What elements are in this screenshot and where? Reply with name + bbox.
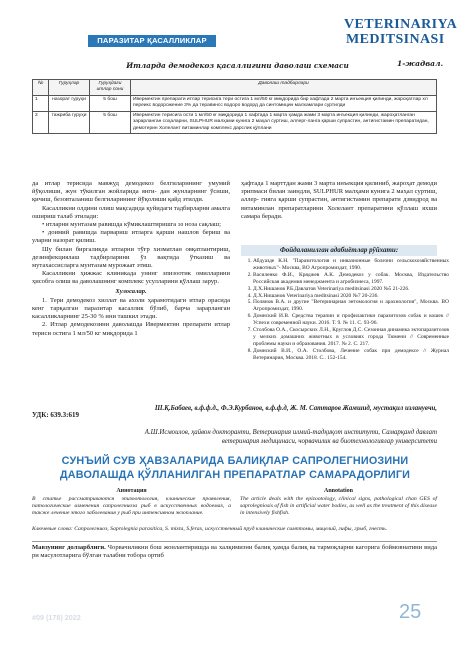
paragraph: Касалликни ҳижжас клиникада унинг эпизоотик омилларини ҳисобга олиш ва даволашнинг комплекс усулларини қўллаш зарур. <box>32 270 230 286</box>
conclusion-item: 2. Итлар демодекозини даволашда Ивермектин препарати итлар териси остига 1 мл/50 кг миқдорида 1 <box>32 321 230 337</box>
table-cell: 2 <box>33 111 49 133</box>
table-row <box>33 95 437 111</box>
reference-item: 1. Абдуазде К.Н. "Паразитология и инвазионные болезни сельскохозяйственных животных"- Москва, ВО Агропромиздат, 1990. <box>253 258 449 272</box>
table-cell: Ивермектин терисига ости 1 мл/50 кг миқдорида 1 хафтада 1 марта ҳамда жами 3 марта инъекция қилинди, жароҳатланган зарарланган соҳаларни, SULPHUR малҳами кунига 2 мaҳал суртиш, аллерг-ланга қарши супрастин, антигистамин препаратидан, демотерин Холелант витаминлар комплекс дарслик қўллани <box>131 111 437 133</box>
reference-item: 5. Полянов В.А. и другие "Ветеринарная энтомология и арахнология", Москва. ВО Агропромиздат, 1990. <box>253 299 449 313</box>
intro-lead: Мавзунинг долзарблиги. <box>32 544 106 551</box>
reference-item: 3. Д.Х.Нишанов Р.Б.Давлатов Veterinariya meditsinasi 2020 №5 21-226. <box>253 286 449 293</box>
table-row <box>33 111 437 133</box>
bullet-item: • доимий равишда парвариш итларга қарши нашлов бериш ва уларни назорат қилиш. <box>32 229 230 245</box>
annotation-ru-heading: Аннотация <box>116 488 147 494</box>
intro-paragraph <box>32 544 437 560</box>
page-number: 25 <box>399 601 422 623</box>
left-column <box>32 180 230 338</box>
table-cell: Ивермектин препарати итлар терисига тери остига 1 мл/50 кг миқдорида бир хафтада 2 марта инъекция қилинди, жароҳатлар хл переикс водорожение 3% да теравинсс водоро водорд да синтомицин малхамлари суртилди <box>131 95 437 111</box>
issue-number: #09 (178) 2022 <box>32 613 81 622</box>
table-cell: 5 бош <box>90 111 131 133</box>
table-number: 1-жадвал. <box>397 59 444 68</box>
reference-item: 4. Д.Х.Нишанов Veterinariya meditsinasi 2020 №7 20-236. <box>253 293 449 300</box>
table-cell: назорат гуруҳи <box>49 95 90 111</box>
right-column <box>241 180 437 221</box>
paragraph: да итлар терисида мавжуд демодекоз белгиларининг умумий йўқолиши, жун тўкилган жойларида янги- дан жунларнинг ўсиши, қичиш, безовталаниш белгиларининг йўқолиши қайд этилди. <box>32 180 230 204</box>
table-cell: 1 <box>33 95 49 111</box>
paragraph: ҳафтада 1 марттдан жами 3 марта инъекция қилиниб, жароҳат демоди зрипмаси билан заиндли, SULPHUR малҳами кунига 2 мaҳал суртиш, аллер- гияга қарши супрастин, антигистамин препарати дзвидрод ва витаминлан препаратларини Холелант препаратини қўллаш яхши самара беради. <box>241 180 437 220</box>
references-heading: Фойдаланилган адабиётлар рўйхати: <box>241 245 437 256</box>
journal-title-line1: VETERINARIYA <box>344 17 458 32</box>
treatment-table <box>32 79 437 134</box>
conclusion-heading: Хулосалар. <box>115 287 147 295</box>
table-header-row <box>33 80 437 96</box>
section-banner: ПАРАЗИТАР ҚАСАЛЛИКЛАР <box>88 35 216 47</box>
table-header-cell: Даволаш тадбирлари <box>131 80 437 96</box>
udc-code: УДК: 639.3:619 <box>32 411 79 419</box>
article-title: СУНЪИЙ СУВ ҲАВЗАЛАРИДА БАЛИҚЛАР САПРОЛЕГНИОЗИНИ ДАВОЛАШДА ҚЎЛЛАНИЛГАН ПРЕПАРАТЛАР САМАРАДОРЛИГИ <box>59 455 411 481</box>
reference-item: 2. Василенко Ф.И., Кряджев А.К. Демодекоз у собак. Москва, Издательство Российская академия менеджмента и агробизнеса, 1997. <box>253 272 449 286</box>
paragraph: Шу билан биргаликда итларни тўғр хизматлан овқатлантириш, дезинфекциялаш тадбирларини ўз вақтида ўтказиш ва мутахассисларга мунтазам мурожаат этиш. <box>32 245 230 270</box>
table-cell: тажриба гуруҳи <box>49 111 90 133</box>
annotation-en-text: The article deals with the epizootology, clinical signs, pathological chan GES of saprolegniosis of fish in artificial water bodies, as well as the treatment of this disease in intensively fishfish. <box>240 496 437 517</box>
authors-line: Ш.Қ.Бабаев, в.ф.ф.д., Ф.Э.Курбанов, в.ф.ф.д, Ж. М. Саттаров Жамшид, мустақил изланувчи, <box>154 405 437 412</box>
table-header-cell: № <box>33 80 49 96</box>
bullet-item: • итларни мунтазам равишда кўмиклаштиришга эз ноза сақлаш; <box>42 221 221 229</box>
authors-affiliation: А.Ш.Исмоилов, ҳайвон докторанти, Ветеринария илмий-тадқиқот институти, Самарқанд давлат ветеринария медицинаси, чорвачилик ва биотехнологиялар университети <box>144 429 437 445</box>
table-header-cell: Гуруҳдаги итлар сони <box>90 80 131 96</box>
annotation-en-heading: Annotation <box>323 488 353 494</box>
references-list <box>241 258 449 362</box>
journal-title-line2: MEDITSINASI <box>346 32 445 47</box>
reference-item: 6. Домнский И.В. Средства терапии и профилактики паразитозов собак и кошек // Успехи современной науки. 2016. Т. 9. № 11. С. 93-96. <box>253 313 449 327</box>
reference-item: 8. Домнский В.И., О.А. Столбова, Лечение собак при демодексе // Журнал Ветеринария, Москва. 2018. С.. 152-154. <box>253 348 449 362</box>
table-caption: Итларда демодекоз қасаллигини даволаш схемаси <box>126 61 349 70</box>
table-header-cell: Гуруҳлар <box>49 80 90 96</box>
paragraph: Касалликни олдини олиш мақсадида қуйидаги тадбирларни амалга ошириш талаб этилади: <box>32 204 230 220</box>
divider <box>32 541 437 542</box>
intro-text: Чорвачиликни бош жонлантиришда ва халқимизни балиқ ҳамда балиқ ва тармоқларни кагорига боймовнатини вида ри масулотларига бўлган талабни тобора ортиб <box>32 544 437 560</box>
table-cell: 5 бош <box>90 95 131 111</box>
conclusion-item: 1. Тери демодекоз хиллат ва ахоли ҳарамотидаги итлар орасида кенг тарқалган паразитар касаллик бўлиб, барча зарарланган касалликларнинг 25-30 % ини ташкил этади. <box>32 296 230 321</box>
reference-item: 7. Столбова О.А., Скосырских Л.Н., Круглов Д.С. Сезонная динамика эктопаразитозов у мелких домашних животных в условиях города Тюмени // Современные проблемы науки и образования. 2017. № 2. С. 217. <box>253 327 449 348</box>
annotation-ru-text: В статье рассматриваются эпизоотология, клинические проявления, патологические изменения сапролегниоза рыб в искусственных водоемах, а также лечение этого заболевания у рыб при интенсивном экзоплание. <box>32 496 231 517</box>
keywords: Ключевые слова: Сапролегниоз, Saprolegnia parasitica, S. mixta, S.ferax, искусственный пруд клинические симптомы, мицелий, гифы, грыб, гнесть. <box>32 526 388 532</box>
